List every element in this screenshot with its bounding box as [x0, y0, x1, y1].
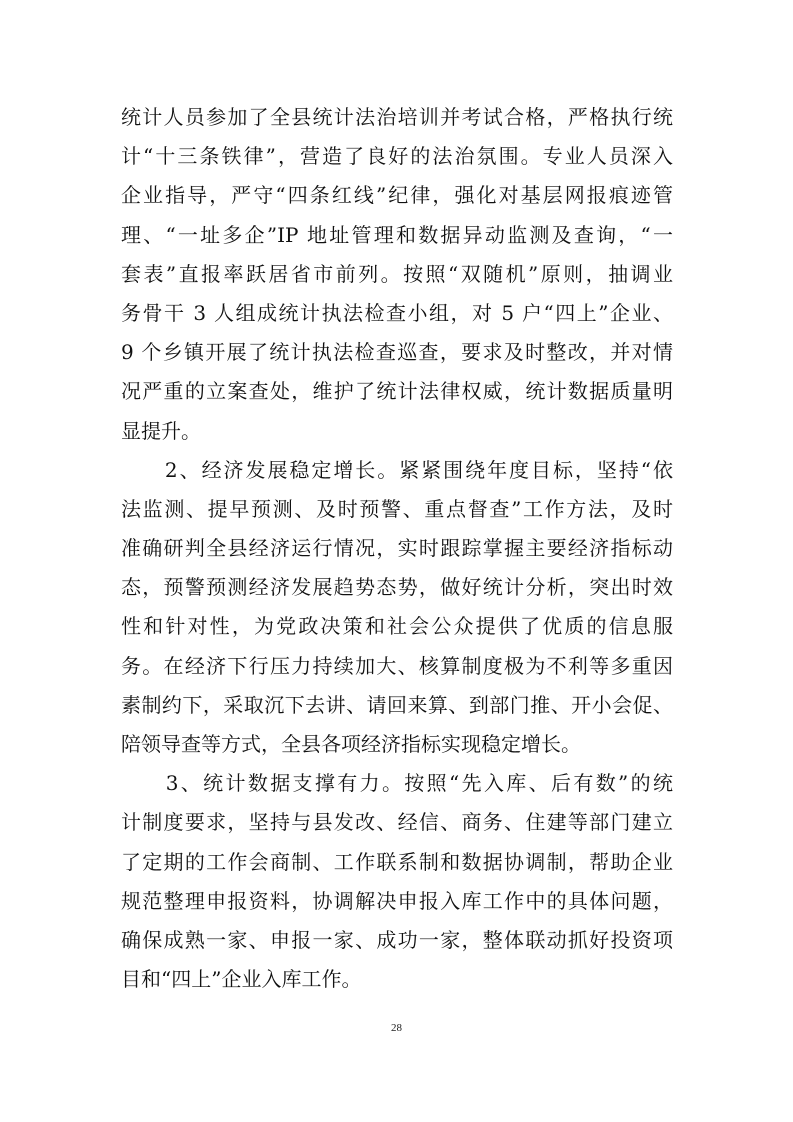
- text-line: 统计人员参加了全县统计法治培训并考试合格，严格执行统: [121, 105, 673, 129]
- text-line: 企业指导，严守“四条红线”纪律，强化对基层网报痕迹管: [121, 183, 673, 208]
- text-line: 套表”直报率跃居省市前列。按照“双随机”原则，抽调业: [121, 261, 673, 286]
- text-line: 素制约下，采取沉下去讲、请回来算、到部门推、开小会促、: [121, 692, 673, 717]
- section-3-heading-line: 3、统计数据支撑有力。按照“先入库、后有数”的统: [121, 771, 673, 796]
- text-line: 况严重的立案查处，维护了统计法律权威，统计数据质量明: [121, 379, 673, 404]
- text-line: 计制度要求，坚持与县发改、经信、商务、住建等部门建立: [121, 810, 673, 835]
- text-line: 准确研判全县经济运行情况，实时跟踪掌握主要经济指标动: [121, 536, 673, 561]
- text-line: 规范整理申报资料，协调解决申报入库工作中的具体问题，: [121, 888, 673, 913]
- text-line: 计“十三条铁律”，营造了良好的法治氛围。专业人员深入: [121, 144, 673, 169]
- text-line: 法监测、提早预测、及时预警、重点督查”工作方法，及时: [121, 496, 673, 521]
- text-line: 务。在经济下行压力持续加大、核算制度极为不利等多重因: [121, 653, 673, 678]
- text-line: 了定期的工作会商制、工作联系制和数据协调制，帮助企业: [121, 849, 673, 874]
- text-line: 确保成熟一家、申报一家、成功一家，整体联动抓好投资项: [121, 927, 673, 952]
- text-line: 态，预警预测经济发展趋势态势，做好统计分析，突出时效: [121, 575, 673, 600]
- text-line: 务骨干 3 人组成统计执法检查小组，对 5 户“四上”企业、: [121, 300, 673, 325]
- section-2-heading-line: 2、经济发展稳定增长。紧紧围绕年度目标，坚持“依: [121, 457, 673, 482]
- paragraph-end-line: 显提升。: [121, 418, 201, 443]
- text-line: 理、“一址多企”IP 地址管理和数据异动监测及查询，“一: [121, 222, 673, 247]
- text-line: 性和针对性，为党政决策和社会公众提供了优质的信息服: [121, 614, 673, 639]
- body-text: [121, 98, 673, 999]
- page-number: 28: [391, 1022, 402, 1034]
- paragraph-end-line: 陪领导查等方式，全县各项经济指标实现稳定增长。: [121, 732, 581, 756]
- text-line: 9 个乡镇开展了统计执法检查巡查，要求及时整改，并对情: [121, 340, 673, 365]
- paragraph-end-line: 目和“四上”企业入库工作。: [121, 967, 362, 992]
